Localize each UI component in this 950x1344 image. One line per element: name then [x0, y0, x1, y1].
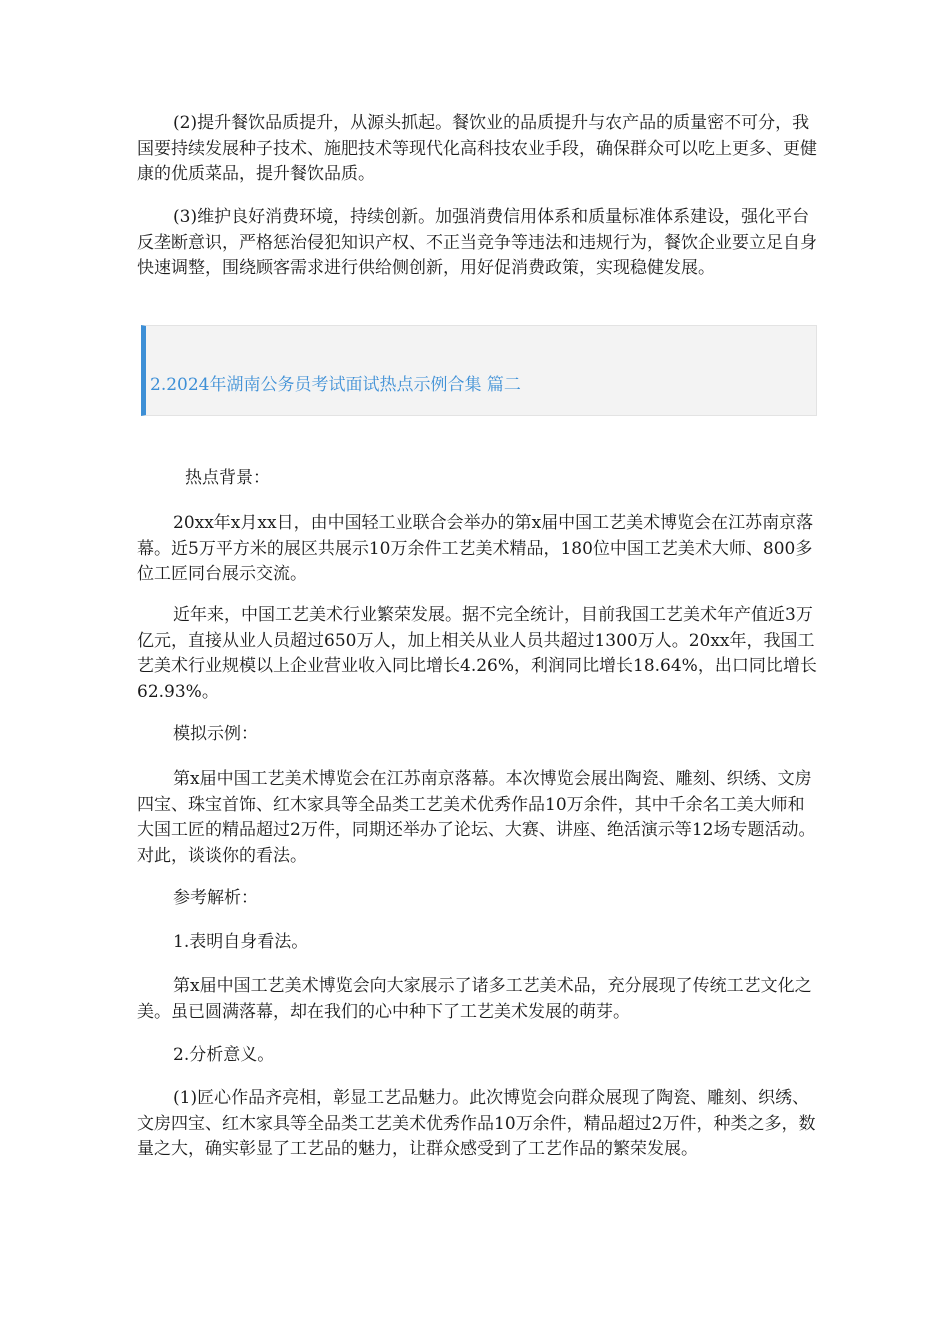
paragraph-catering-quality: (2)提升餐饮品质提升，从源头抓起。餐饮业的品质提升与农产品的质量密不可分，我国要持续发展种子技术、施肥技术等现代化高科技农业手段，确保群众可以吃上更多、更健康的优质菜品，提升餐饮品质。: [137, 113, 817, 184]
paragraph-example-question: 第x届中国工艺美术博览会在江苏南京落幕。本次博览会展出陶瓷、雕刻、织绣、文房四宝、珠宝首饰、红木家具等全品类工艺美术优秀作品10万余件，其中千余名工美大师和大国工匠的精品超过2万件，同期还举办了论坛、大赛、讲座、绝活演示等12场专题活动。对此，谈谈你的看法。: [137, 769, 816, 866]
paragraph-expo-intro: 20xx年x月xx日，由中国轻工业联合会举办的第x届中国工艺美术博览会在江苏南京落幕。近5万平方米的展区共展示10万余件工艺美术精品，180位中国工艺美术大师、800多位工匠同台展示交流。: [137, 513, 814, 584]
paragraph-point-1: 第x届中国工艺美术博览会向大家展示了诸多工艺美术品，充分展现了传统工艺文化之美。虽已圆满落幕，却在我们的心中种下了工艺美术发展的萌芽。: [137, 976, 812, 1022]
section-heading-box: [141, 325, 817, 416]
point-2-title: 2.分析意义。: [173, 1045, 275, 1065]
point-1-title: 1.表明自身看法。: [173, 932, 309, 952]
hot-background-label: 热点背景：: [185, 468, 270, 488]
section-heading-title[interactable]: 2.2024年湖南公务员考试面试热点示例合集 篇二: [150, 375, 521, 395]
example-label: 模拟示例：: [173, 724, 258, 744]
analysis-label: 参考解析：: [173, 888, 258, 908]
paragraph-industry-stats: 近年来，中国工艺美术行业繁荣发展。据不完全统计，目前我国工艺美术年产值近3万亿元，直接从业人员超过650万人，加上相关从业人员共超过1300万人。20xx年，我国工艺美术行业规模以上企业营业收入同比增长4.26%，利润同比增长18.64%，出口同比增长62.93%。: [137, 605, 817, 702]
paragraph-consumer-environment: (3)维护良好消费环境，持续创新。加强消费信用体系和质量标准体系建设，强化平台反垄断意识，严格惩治侵犯知识产权、不正当竞争等违法和违规行为，餐饮企业要立足自身快速调整，围绕顾客需求进行供给侧创新，用好促消费政策，实现稳健发展。: [137, 207, 817, 278]
paragraph-point-2-1: (1)匠心作品齐亮相，彰显工艺品魅力。此次博览会向群众展现了陶瓷、雕刻、织绣、文房四宝、红木家具等全品类工艺美术优秀作品10万余件，精品超过2万件，种类之多，数量之大，确实彰显了工艺品的魅力，让群众感受到了工艺作品的繁荣发展。: [137, 1088, 816, 1159]
